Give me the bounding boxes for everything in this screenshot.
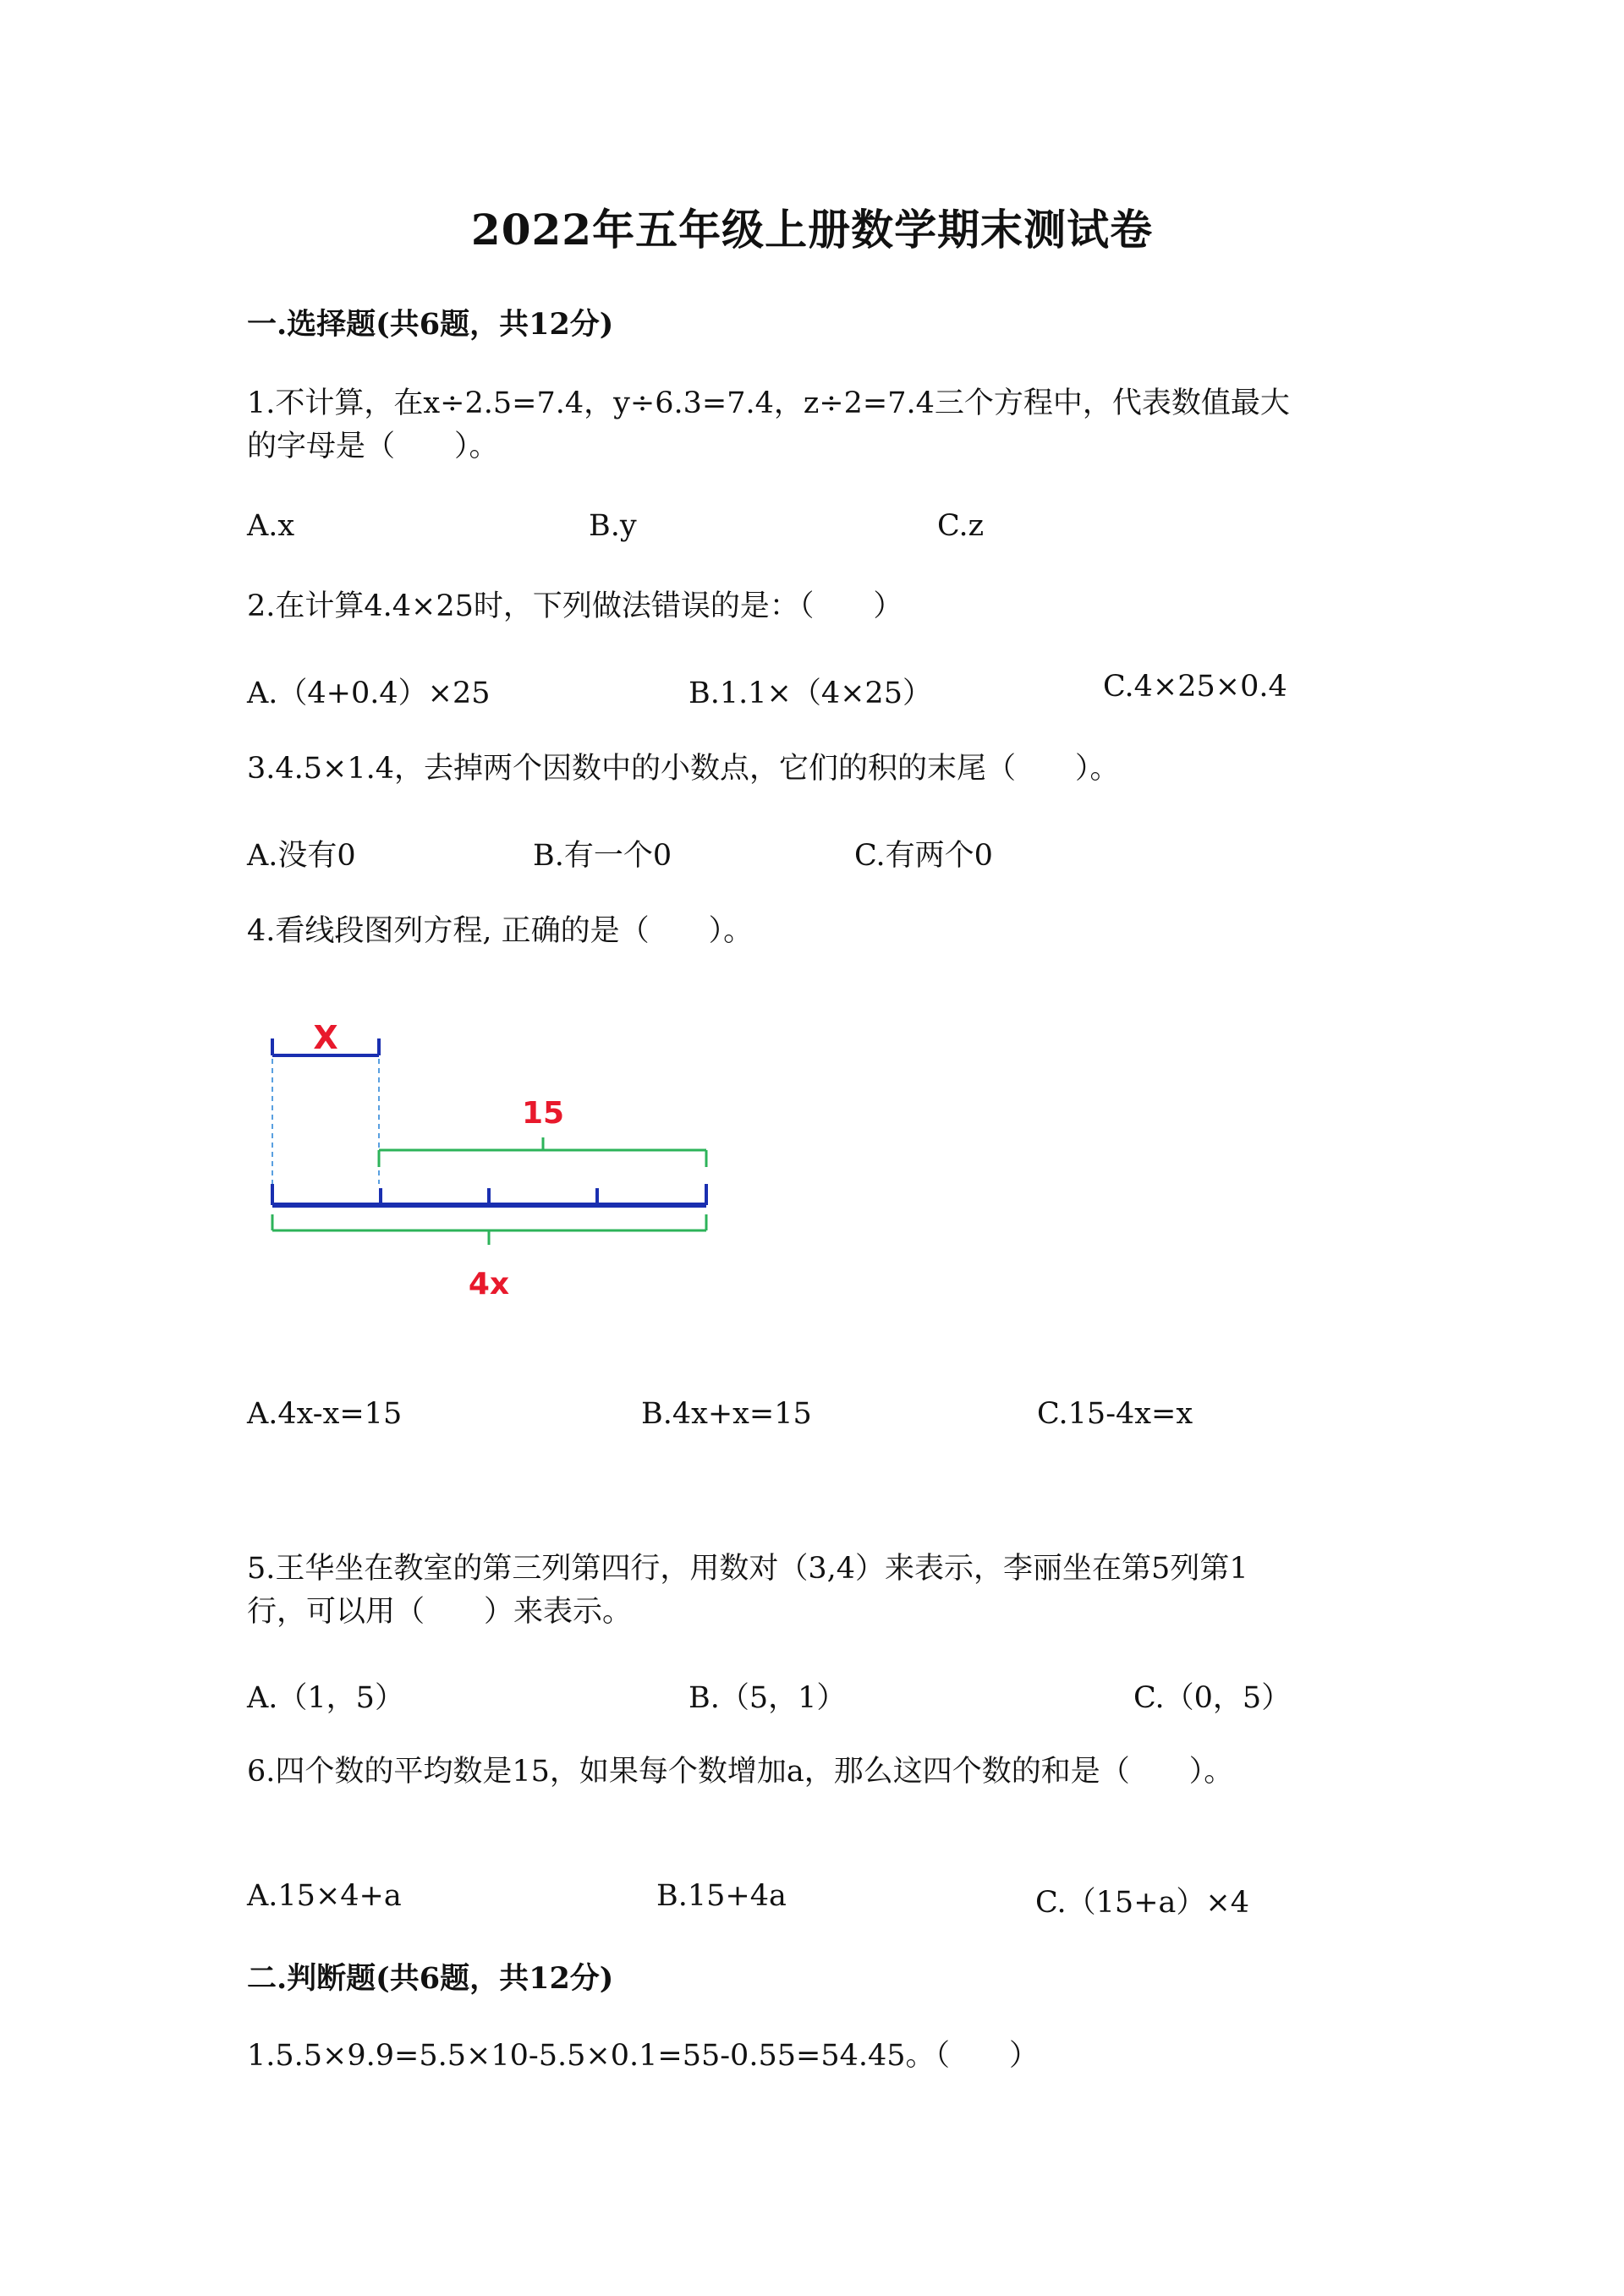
question-6-text: 6.四个数的平均数是15，如果每个数增加a，那么这四个数的和是（ ）。: [247, 1755, 1234, 1789]
q3-option-a[interactable]: A.没有0: [247, 839, 356, 873]
label-4x: 4x: [468, 1267, 510, 1301]
line-segment-diagram: [254, 1015, 727, 1319]
brace-4x: [272, 1214, 706, 1245]
q2-option-c[interactable]: C.4×25×0.4: [1103, 670, 1287, 704]
question-2-text: 2.在计算4.4×25时，下列做法错误的是：（ ）: [247, 589, 903, 623]
q2-option-a[interactable]: A.（4+0.4）×25: [247, 677, 491, 710]
q3-option-c[interactable]: C.有两个0: [854, 839, 993, 873]
page-title: 2022年五年级上册数学期末测试卷: [470, 205, 1154, 255]
q6-option-a[interactable]: A.15×4+a: [247, 1879, 402, 1913]
q5-option-c[interactable]: C.（0，5）: [1133, 1681, 1292, 1715]
question-1-line-1: 1.不计算，在x÷2.5=7.4，y÷6.3=7.4，z÷2=7.4三个方程中，代表数值最大: [247, 386, 1290, 420]
main-segment: [272, 1184, 706, 1205]
judgement-question-1: 1.5.5×9.9=5.5×10-5.5×0.1=55-0.55=54.45。（ ）: [247, 2039, 1040, 2073]
question-5-line-1: 5.王华坐在教室的第三列第四行，用数对（3,4）来表示，李丽坐在第5列第1: [247, 1552, 1248, 1586]
q2-option-b[interactable]: B.1.1×（4×25）: [689, 677, 932, 710]
q4-option-a[interactable]: A.4x-x=15: [247, 1397, 403, 1431]
q1-option-b[interactable]: B.y: [589, 509, 637, 543]
q3-option-b[interactable]: B.有一个0: [533, 839, 672, 873]
q6-option-c[interactable]: C.（15+a）×4: [1035, 1886, 1249, 1920]
question-4-text: 4.看线段图列方程, 正确的是（ ）。: [247, 914, 754, 948]
label-15: 15: [521, 1096, 565, 1131]
q5-option-b[interactable]: B.（5，1）: [689, 1681, 847, 1715]
question-3-text: 3.4.5×1.4，去掉两个因数中的小数点，它们的积的末尾（ ）。: [247, 752, 1120, 786]
question-5-line-2: 行，可以用（ ）来表示。: [247, 1595, 633, 1629]
brace-15: [379, 1137, 706, 1167]
question-1-line-2: 的字母是（ ）。: [247, 430, 499, 463]
q4-option-b[interactable]: B.4x+x=15: [641, 1397, 812, 1431]
q4-option-c[interactable]: C.15-4x=x: [1037, 1397, 1193, 1431]
q5-option-a[interactable]: A.（1，5）: [247, 1681, 404, 1715]
q1-option-a[interactable]: A.x: [247, 509, 295, 543]
section-heading-judgement: 二.判断题(共6题，共12分): [247, 1961, 614, 1996]
q6-option-b[interactable]: B.15+4a: [656, 1879, 787, 1913]
q1-option-c[interactable]: C.z: [937, 509, 985, 543]
label-x: X: [313, 1019, 338, 1056]
section-heading-choice: 一.选择题(共6题，共12分): [247, 307, 614, 342]
